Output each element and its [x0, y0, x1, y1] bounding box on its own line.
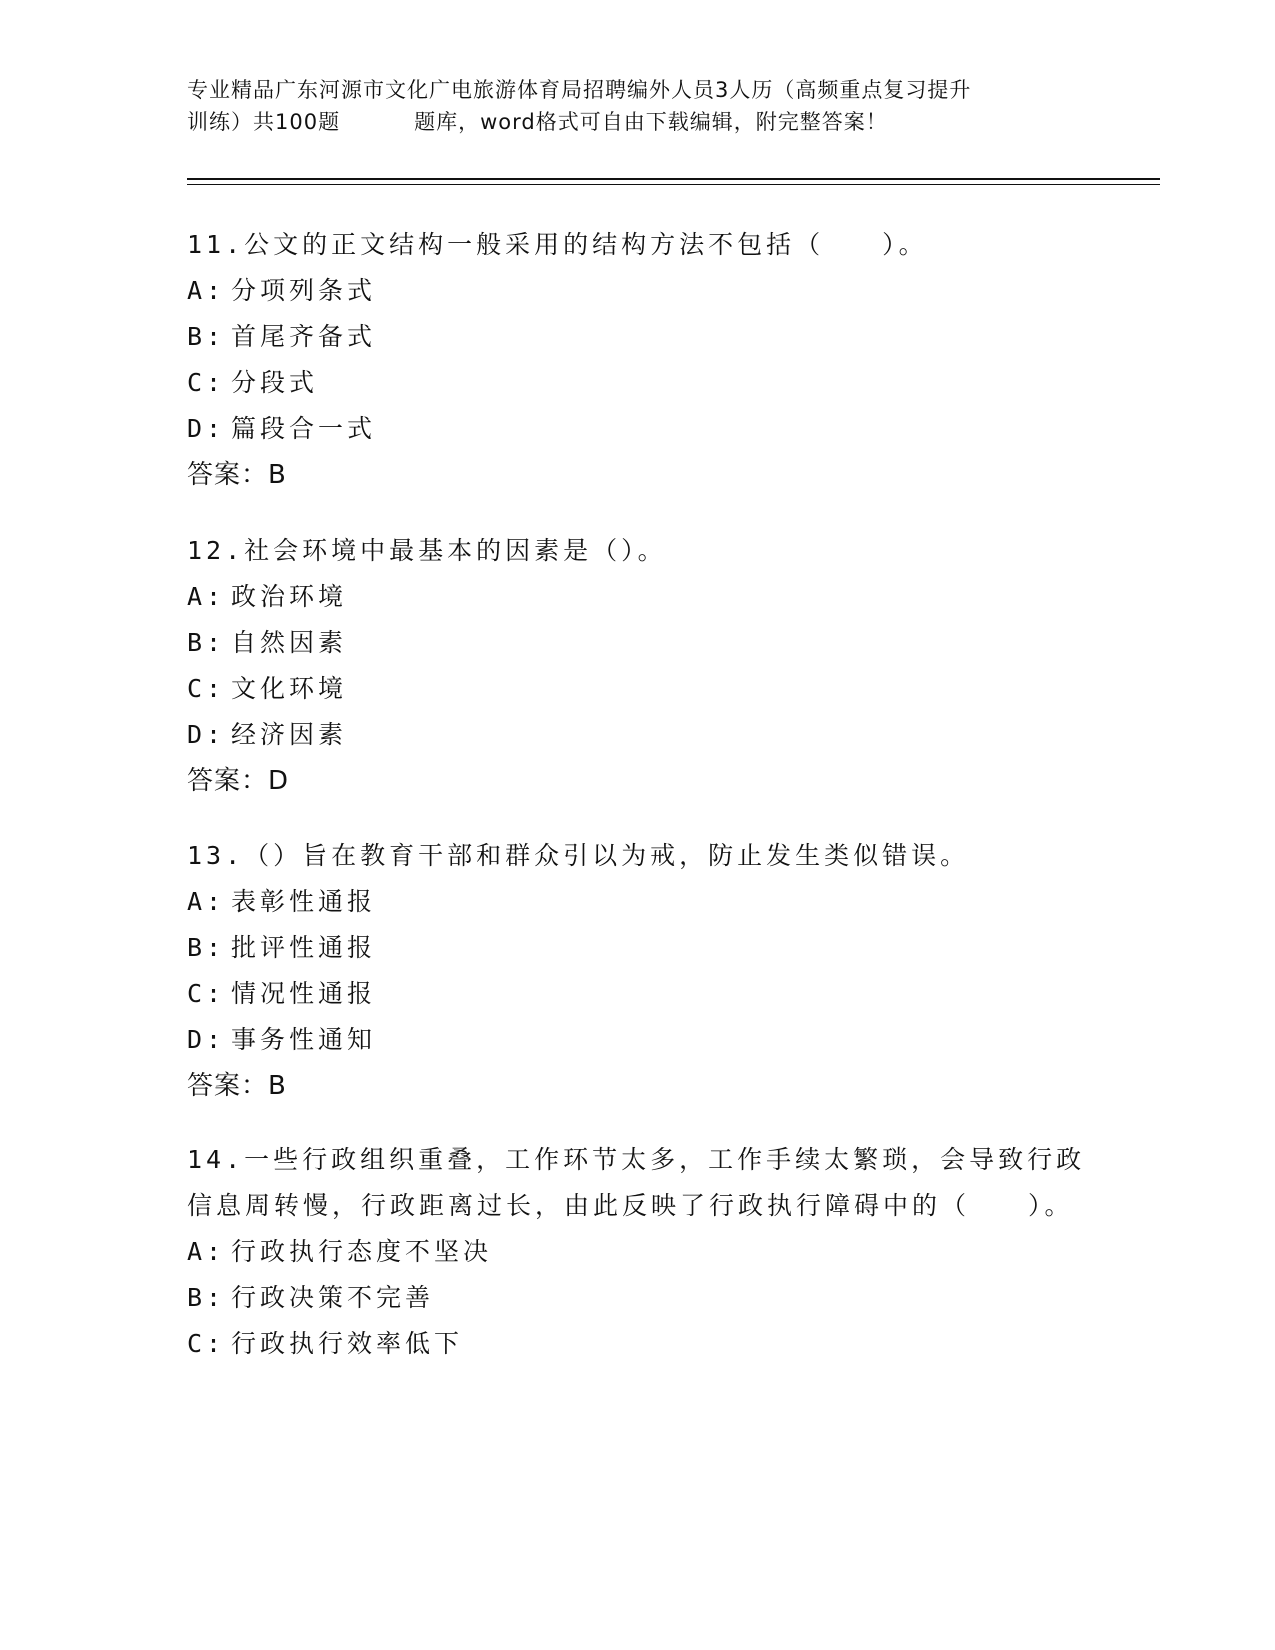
option-text: 行政决策不完善 [231, 1283, 435, 1312]
option-b [187, 620, 1087, 666]
option-b [187, 925, 1087, 971]
option-c [187, 971, 1087, 1017]
option-letter: B: [187, 1283, 226, 1312]
option-d [187, 406, 1087, 452]
option-c [187, 360, 1087, 406]
option-letter: B: [187, 933, 226, 962]
option-text: 首尾齐备式 [231, 322, 377, 351]
header-line-2-right: 题库，word格式可自由下载编辑，附完整答案！ [414, 110, 888, 134]
option-text: 事务性通知 [231, 1025, 377, 1054]
option-text: 篇段合一式 [231, 414, 377, 443]
question-stem: 12.社会环境中最基本的因素是（）。 [187, 536, 667, 565]
option-text: 表彰性通报 [231, 887, 377, 916]
option-d [187, 712, 1087, 758]
question-stem: 14.一些行政组织重叠，工作环节太多，工作手续太繁琐，会导致行政信息周转慢，行政距离过长，由此反映了行政执行障碍中的（ ）。 [187, 1145, 1086, 1220]
header-line-2-left: 训练）共100题 [187, 110, 341, 134]
question-stem: 13.（）旨在教育干部和群众引以为戒，防止发生类似错误。 [187, 841, 970, 870]
option-letter: C: [187, 674, 226, 703]
option-letter: A: [187, 887, 226, 916]
option-text: 批评性通报 [231, 933, 377, 962]
document-header [187, 74, 1087, 138]
answer-label: 答案：B [187, 460, 287, 490]
option-letter: B: [187, 322, 226, 351]
option-letter: B: [187, 628, 226, 657]
option-letter: D: [187, 720, 226, 749]
option-d [187, 1017, 1087, 1063]
option-text: 政治环境 [231, 582, 348, 611]
question-14 [187, 1137, 1087, 1367]
option-text: 自然因素 [231, 628, 348, 657]
option-letter: D: [187, 1025, 226, 1054]
option-letter: D: [187, 414, 226, 443]
option-b [187, 1275, 1087, 1321]
question-stem: 11.公文的正文结构一般采用的结构方法不包括（ ）。 [187, 230, 928, 259]
option-text: 分段式 [231, 368, 319, 397]
option-letter: A: [187, 582, 226, 611]
header-divider [187, 178, 1160, 185]
header-line-2 [187, 106, 1087, 138]
option-text: 行政执行效率低下 [231, 1329, 464, 1358]
option-c [187, 1321, 1087, 1367]
option-a [187, 268, 1087, 314]
option-a [187, 1229, 1087, 1275]
question-12 [187, 528, 1087, 804]
header-line-1: 专业精品广东河源市文化广电旅游体育局招聘编外人员3人历（高频重点复习提升 [187, 78, 972, 102]
option-letter: A: [187, 276, 226, 305]
answer-label: 答案：D [187, 766, 290, 796]
option-a [187, 879, 1087, 925]
option-letter: A: [187, 1237, 226, 1266]
answer-label: 答案：B [187, 1071, 287, 1101]
option-letter: C: [187, 1329, 226, 1358]
option-b [187, 314, 1087, 360]
option-text: 经济因素 [231, 720, 348, 749]
option-letter: C: [187, 979, 226, 1008]
question-13 [187, 833, 1087, 1109]
question-11 [187, 222, 1087, 498]
option-c [187, 666, 1087, 712]
option-text: 文化环境 [231, 674, 348, 703]
option-text: 行政执行态度不坚决 [231, 1237, 493, 1266]
option-text: 情况性通报 [231, 979, 377, 1008]
option-a [187, 574, 1087, 620]
option-letter: C: [187, 368, 226, 397]
option-text: 分项列条式 [231, 276, 377, 305]
